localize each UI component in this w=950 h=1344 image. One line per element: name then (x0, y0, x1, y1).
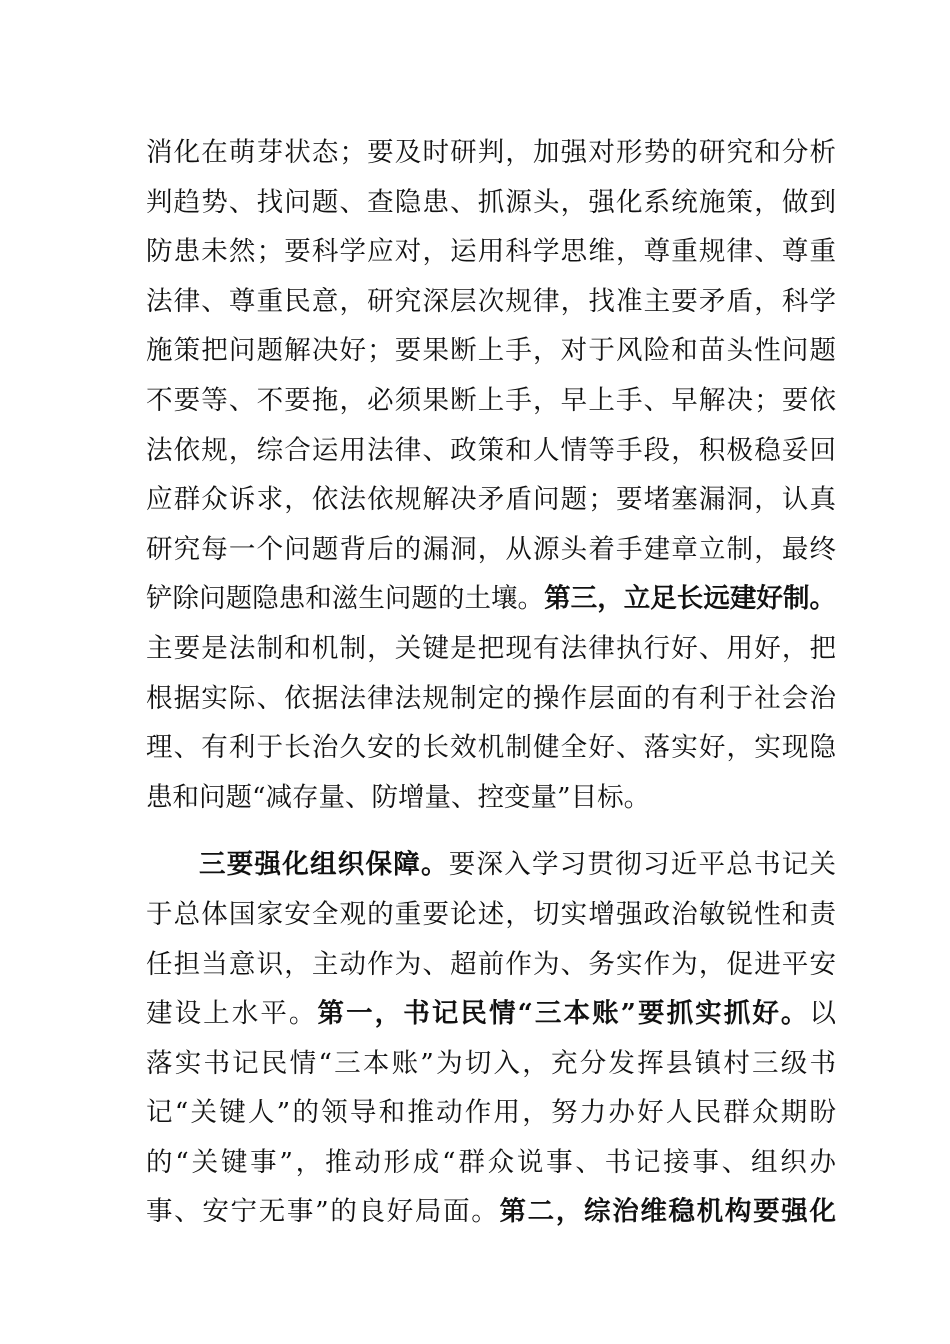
text-line (146, 773, 836, 823)
text-line (146, 1138, 836, 1188)
text-line (146, 723, 836, 773)
text-line (146, 376, 836, 426)
text-line (146, 277, 836, 327)
text-segment: 要深入学习贯彻习近平总书记关 (448, 849, 836, 881)
text-segment: 根据实际、依据法律法规制定的操作层面的有利于社会治 (146, 682, 836, 714)
text-segment: 理、有利于长治久安的长效机制健全好、落实好，实现隐 (146, 732, 836, 764)
body-text (146, 128, 836, 1237)
text-segment: 不要等、不要拖，必须果断上手，早上手、早解决；要依 (146, 384, 836, 416)
text-line (146, 227, 836, 277)
text-segment: 事、安宁无事”的良好局面。 (146, 1196, 500, 1228)
bold-heading: 第一，书记民情“三本账”要抓实抓好。 (317, 998, 810, 1030)
bold-heading: 三要强化组织保障。 (199, 849, 449, 881)
text-segment: 患和问题“减存量、防增量、控变量”目标。 (146, 781, 651, 813)
text-segment: 施策把问题解决好；要果断上手，对于风险和苗头性问题 (146, 335, 836, 367)
text-line (146, 574, 836, 624)
bold-heading: 第三，立足长远建好制。 (544, 583, 837, 615)
text-segment: 的“关键事”，推动形成“群众说事、书记接事、组织办 (146, 1146, 836, 1178)
text-segment: 判趋势、找问题、查隐患、抓源头，强化系统施策，做到 (146, 186, 836, 218)
bold-heading: 第二，综治维稳机构要强化 (499, 1196, 836, 1228)
text-line (146, 840, 836, 890)
text-line (146, 1039, 836, 1089)
text-line (146, 178, 836, 228)
text-line (146, 674, 836, 724)
text-segment: 于总体国家安全观的重要论述，切实增强政治敏锐性和责 (146, 898, 836, 930)
text-segment: 建设上水平。 (146, 998, 318, 1030)
text-line (146, 940, 836, 990)
text-segment: 铲除问题隐患和滋生问题的土壤。 (146, 583, 545, 615)
text-segment: 落实书记民情“三本账”为切入，充分发挥县镇村三级书 (146, 1047, 836, 1079)
text-line (146, 128, 836, 178)
paragraph-gap (146, 822, 836, 840)
text-segment: 法依规，综合运用法律、政策和人情等手段，积极稳妥回 (146, 434, 836, 466)
text-segment: 任担当意识，主动作为、超前作为、务实作为，促进平安 (146, 948, 836, 980)
text-line (146, 326, 836, 376)
text-line (146, 475, 836, 525)
text-segment: 以 (809, 998, 836, 1030)
text-line (146, 624, 836, 674)
text-segment: 消化在萌芽状态；要及时研判，加强对形势的研究和分析 (146, 137, 836, 168)
text-line (146, 1187, 836, 1237)
text-line (146, 1088, 836, 1138)
text-line (146, 989, 836, 1039)
text-segment: 记“关键人”的领导和推动作用，努力办好人民群众期盼 (146, 1097, 836, 1129)
text-segment: 应群众诉求，依法依规解决矛盾问题；要堵塞漏洞，认真 (146, 484, 836, 516)
text-line (146, 890, 836, 940)
text-line (146, 525, 836, 575)
text-line (146, 426, 836, 476)
text-segment: 研究每一个问题背后的漏洞，从源头着手建章立制，最终 (146, 533, 836, 565)
text-segment: 防患未然；要科学应对，运用科学思维，尊重规律、尊重 (146, 236, 836, 268)
text-segment: 主要是法制和机制，关键是把现有法律执行好、用好，把 (146, 632, 836, 664)
text-segment: 法律、尊重民意，研究深层次规律，找准主要矛盾，科学 (146, 285, 836, 317)
